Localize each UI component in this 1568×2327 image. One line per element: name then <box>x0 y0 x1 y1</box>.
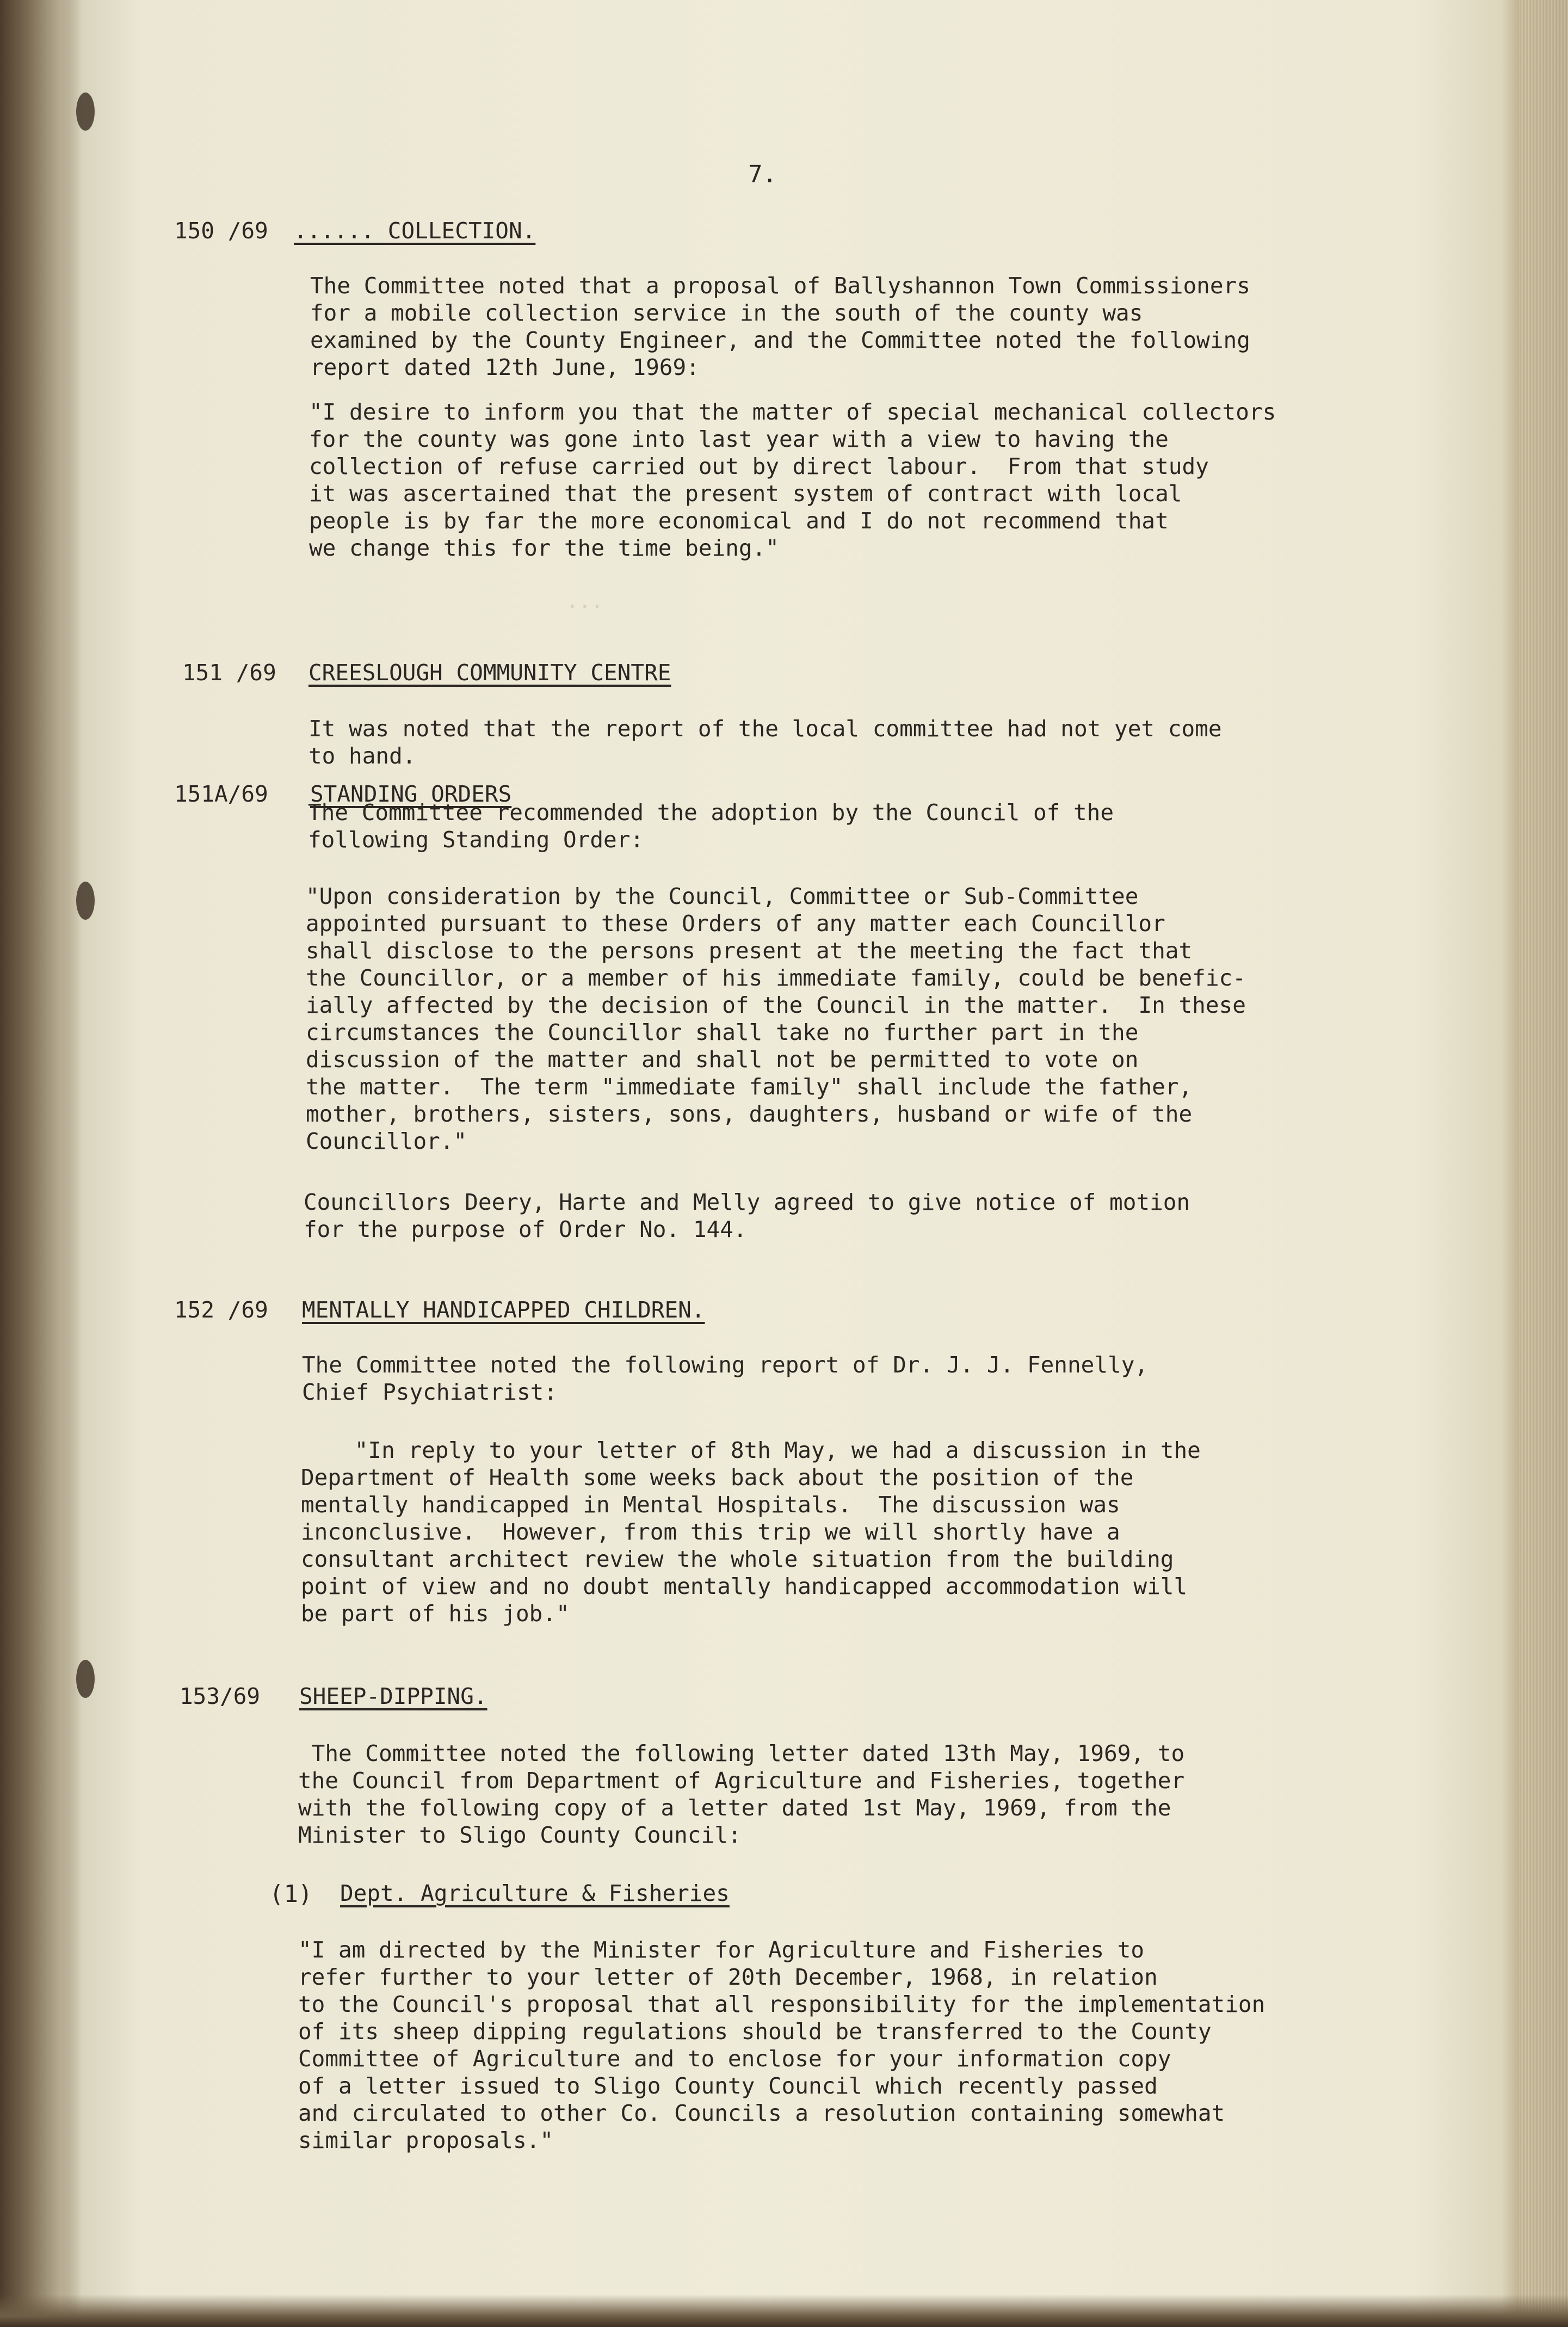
paragraph: The Committee noted that a proposal of Ballyshannon Town Commissioners for a mobile collection service in the south of the county was examined by the County Engineer, and the Committee noted the following report dated 12th June, 1969: <box>310 273 1250 380</box>
paragraph: Councillors Deery, Harte and Melly agreed to give notice of motion for the purpose of Order No. 144. <box>304 1189 1190 1242</box>
quoted-letter: "I am directed by the Minister for Agriculture and Fisheries to refer further to your letter of 20th December, 1968, in relation to the Council's proposal that all responsibility for the implementation of its sheep dipping regulations should be transferred to the County Committee of Agriculture and to enclose for your information copy of a letter issued to Sligo County Council which recently passed and circulated to other Co. Councils a resolution containing somewhat similar proposals." <box>298 1937 1265 2153</box>
section-heading: ...... COLLECTION. <box>294 218 536 244</box>
section-heading: STANDING ORDERS <box>310 781 512 807</box>
minute-number: 151A/69 <box>174 781 268 807</box>
paragraph: The Committee noted the following letter dated 13th May, 1969, to the Council from Department of Agriculture and Fisheries, together with the following copy of a letter dated 1st May, 1969, from the Minister to Sligo County Council: <box>298 1740 1185 1848</box>
quoted-standing-order: "Upon consideration by the Council, Committee or Sub-Committee appointed pursuant to these Orders of any matter each Councillor shall disclose to the persons present at the meeting the fact that the Councillor, or a member of his immediate family, could be benefic- ially affected by the decision of the Council in the matter. In these circumstances the Councillor shall take no further part in the discussion of the matter and shall not be permitted to vote on the matter. The term "immediate family" shall include the father, mother, brothers, sisters, sons, daughters, husband or wife of the Councillor." <box>306 883 1246 1154</box>
bottom-page-edge <box>0 2294 1568 2327</box>
section-heading: MENTALLY HANDICAPPED CHILDREN. <box>302 1297 705 1323</box>
minute-number: 150 /69 <box>174 218 268 244</box>
page-edges <box>1519 0 1568 2327</box>
quoted-report: "In reply to your letter of 8th May, we had a discussion in the Department of Health some weeks back about the position of the mentally handicapped in Mental Hospitals. The discussion was inconclusive. However, from this trip we will shortly have a consultant architect review the whole situation from the building point of view and no doubt mentally handicapped accommodation will be part of his job." <box>301 1437 1201 1627</box>
minute-number: 152 /69 <box>174 1297 268 1323</box>
book-binding <box>0 0 82 2327</box>
binding-hole <box>76 1660 95 1698</box>
binding-hole <box>76 93 95 131</box>
quoted-report: "I desire to inform you that the matter of special mechanical collectors for the county was gone into last year with a view to having the collection of refuse carried out by direct labour. From that study it was ascertained that the present system of contract with local people is by far the more economical and I do not recommend that we change this for the time being." <box>309 399 1276 561</box>
section-heading: CREESLOUGH COMMUNITY CENTRE <box>308 660 671 686</box>
sub-item-label: (1) <box>269 1880 313 1908</box>
binding-hole <box>76 882 95 920</box>
section-heading: SHEEP-DIPPING. <box>299 1683 487 1709</box>
bleed-through: ... <box>305 589 604 613</box>
minute-number: 153/69 <box>180 1683 261 1709</box>
paragraph: It was noted that the report of the local committee had not yet come to hand. <box>308 716 1222 769</box>
paragraph: The Committee recommended the adoption by the Council of the following Standing Order: <box>308 799 1114 853</box>
paragraph: The Committee noted the following report of Dr. J. J. Fennelly, Chief Psychiatrist: <box>302 1352 1149 1405</box>
page-number: 7. <box>748 161 777 188</box>
minute-number: 151 /69 <box>182 660 276 686</box>
sub-heading: Dept. Agriculture & Fisheries <box>340 1880 730 1906</box>
